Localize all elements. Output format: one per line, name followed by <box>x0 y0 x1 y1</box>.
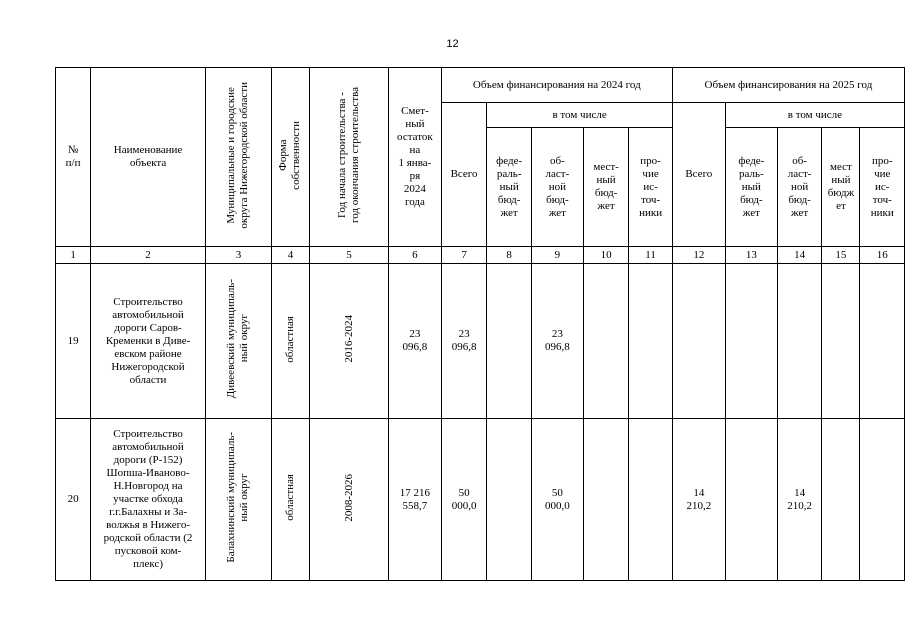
fin-2024-total: 50 000,0 <box>441 419 487 581</box>
fin-2024-other <box>629 264 672 419</box>
header-2025-federal: феде- раль- ный бюд- жет <box>725 128 777 247</box>
fin-2024-federal <box>487 264 532 419</box>
header-ownership: Форма собственности <box>271 68 309 247</box>
column-number: 15 <box>822 247 860 264</box>
construction-years: 2008-2026 <box>310 419 389 581</box>
column-number: 1 <box>56 247 91 264</box>
column-number: 8 <box>487 247 532 264</box>
column-number: 9 <box>531 247 583 264</box>
header-row-1 <box>56 68 905 103</box>
column-number: 16 <box>860 247 905 264</box>
column-number: 7 <box>441 247 487 264</box>
header-name: Наименование объекта <box>91 68 206 247</box>
ownership-form: областная <box>271 419 309 581</box>
municipal-district: Балахнинский муниципаль- ный округ <box>205 419 271 581</box>
construction-years: 2016-2024 <box>310 264 389 419</box>
column-number: 10 <box>583 247 628 264</box>
column-number: 12 <box>672 247 725 264</box>
header-fin-2024: Объем финансирования на 2024 год <box>441 68 672 103</box>
column-number: 3 <box>205 247 271 264</box>
header-2024-including: в том числе <box>487 103 672 128</box>
fin-2025-local <box>822 264 860 419</box>
header-2024-total: Всего <box>441 103 487 247</box>
ownership-form: областная <box>271 264 309 419</box>
header-2025-local: мест ный бюдж ет <box>822 128 860 247</box>
fin-2025-regional <box>777 264 822 419</box>
header-2024-local: мест- ный бюд- жет <box>583 128 628 247</box>
row-num: 19 <box>56 264 91 419</box>
municipal-district: Дивеевский муниципаль- ный округ <box>205 264 271 419</box>
fin-2024-local <box>583 264 628 419</box>
estimated-remaining: 17 216 558,7 <box>389 419 442 581</box>
header-2024-regional: об- ласт- ной бюд- жет <box>531 128 583 247</box>
fin-2024-federal <box>487 419 532 581</box>
column-number: 5 <box>310 247 389 264</box>
object-name: Строительство автомобильной дороги (Р-152) Шопша-Иваново- Н.Новгород на участке обхода г.г.Балахны и За- волжья в Нижего- родской области (2 пусковой ком- плекс) <box>91 419 206 581</box>
header-2025-regional: об- ласт- ной бюд- жет <box>777 128 822 247</box>
fin-2024-total: 23 096,8 <box>441 264 487 419</box>
fin-2025-federal <box>725 264 777 419</box>
header-2025-total: Всего <box>672 103 725 247</box>
header-fin-2025: Объем финансирования на 2025 год <box>672 68 904 103</box>
financing-table <box>55 67 905 581</box>
fin-2025-regional: 14 210,2 <box>777 419 822 581</box>
fin-2025-federal <box>725 419 777 581</box>
fin-2024-regional: 50 000,0 <box>531 419 583 581</box>
column-number: 2 <box>91 247 206 264</box>
row-num: 20 <box>56 419 91 581</box>
estimated-remaining: 23 096,8 <box>389 264 442 419</box>
header-2024-other: про- чие ис- точ- ники <box>629 128 672 247</box>
header-municipal: Муниципальные и городские округа Нижегородской области <box>205 68 271 247</box>
fin-2024-regional: 23 096,8 <box>531 264 583 419</box>
fin-2025-other <box>860 419 905 581</box>
fin-2025-local <box>822 419 860 581</box>
column-number: 6 <box>389 247 442 264</box>
header-years: Год начала строительства - год окончания строительства <box>310 68 389 247</box>
fin-2025-other <box>860 264 905 419</box>
fin-2024-local <box>583 419 628 581</box>
column-number: 13 <box>725 247 777 264</box>
fin-2025-total: 14 210,2 <box>672 419 725 581</box>
fin-2025-total <box>672 264 725 419</box>
table-row <box>56 264 905 419</box>
header-2025-including: в том числе <box>725 103 904 128</box>
header-remaining: Смет- ный остаток на 1 янва- ря 2024 года <box>389 68 442 247</box>
column-number: 11 <box>629 247 672 264</box>
header-2025-other: про- чие ис- точ- ники <box>860 128 905 247</box>
column-number: 4 <box>271 247 309 264</box>
column-numbers-row <box>56 247 905 264</box>
header-2024-federal: феде- раль- ный бюд- жет <box>487 128 532 247</box>
header-num: № п/п <box>56 68 91 247</box>
table-row <box>56 419 905 581</box>
column-number: 14 <box>777 247 822 264</box>
object-name: Строительство автомобильной дороги Саров- Кременки в Диве- евском районе Нижегородской области <box>91 264 206 419</box>
fin-2024-other <box>629 419 672 581</box>
page-number: 12 <box>446 38 459 50</box>
